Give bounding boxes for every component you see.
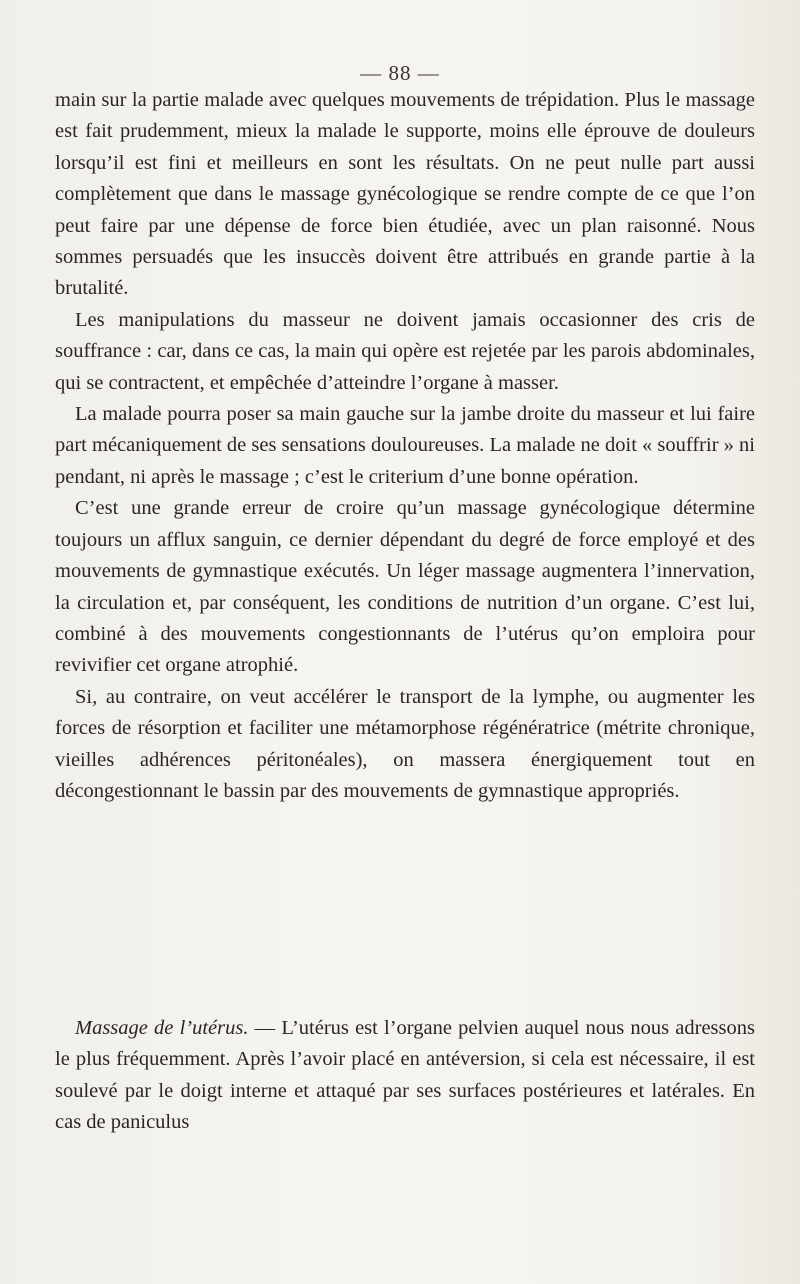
section-text: — L’utérus est l’organe pelvien auquel nous nous adressons le plus fréquemment. Après l’avoir placé en antéversion, si cela est nécessaire, il est soulevé par le doigt interne et attaqué par ses surfaces postérieures et latérales. En cas de paniculus bbox=[55, 1017, 755, 1134]
section-heading: Massage de l’utérus. bbox=[75, 1017, 249, 1039]
paragraph-section bbox=[55, 1013, 755, 1139]
paragraph-lymph: Si, au contraire, on veut accélérer le transport de la lymphe, ou augmenter les forces de résorption et faciliter une métamorphose régénératrice (métrite chronique, vieilles adhérences péritonéales), on massera énergiquement tout en décongestionnant le bassin par des mouvements de gymnastique appropriés. bbox=[55, 685, 755, 802]
paragraph-manipulations: Les manipulations du masseur ne doivent jamais occasionner des cris de souffrance : car, dans ce cas, la main qui opère est rejetée par les parois abdominales, qui se contractent, et empêchée d’atteindre l’organe à masser. bbox=[55, 308, 755, 394]
paragraph-continuation: main sur la partie malade avec quelques mouvements de trépidation. Plus le massage est fait prudemment, mieux la malade le supporte, moins elle éprouve de douleurs lorsqu’il est fini et meilleurs en sont les résultats. On ne peut nulle part aussi complètement que dans le massage gynécologique se rendre compte de ce que l’on peut faire par une dépense de force bien étudiée, avec un plan raisonné. Nous sommes persuadés que les insuccès doivent être attribués en grande partie à la brutalité. bbox=[55, 89, 755, 300]
paragraph-left-hand: La malade pourra poser sa main gauche sur la jambe droite du masseur et lui faire part mécaniquement de ses sensations douloureuses. La malade ne doit « souffrir » ni pendant, ni après le massage ; c’est le criterium d’une bonne opération. bbox=[55, 403, 755, 488]
page-number: — 88 — bbox=[360, 61, 440, 85]
paragraph-afflux: C’est une grande erreur de croire qu’un massage gynécologique détermine toujours un afflux sanguin, ce dernier dépendant du degré de force employé et des mouvements de gymnastique exécutés. Un léger massage augmentera l’innervation, la circulation et, par conséquent, les conditions de nutrition d’un organe. C’est lui, combiné à des mouvements congestionnants de l’utérus qu’on emploira pour revivifier cet organe atrophié. bbox=[55, 497, 755, 677]
body-text bbox=[55, 85, 755, 807]
section-uterus bbox=[55, 1013, 755, 1139]
